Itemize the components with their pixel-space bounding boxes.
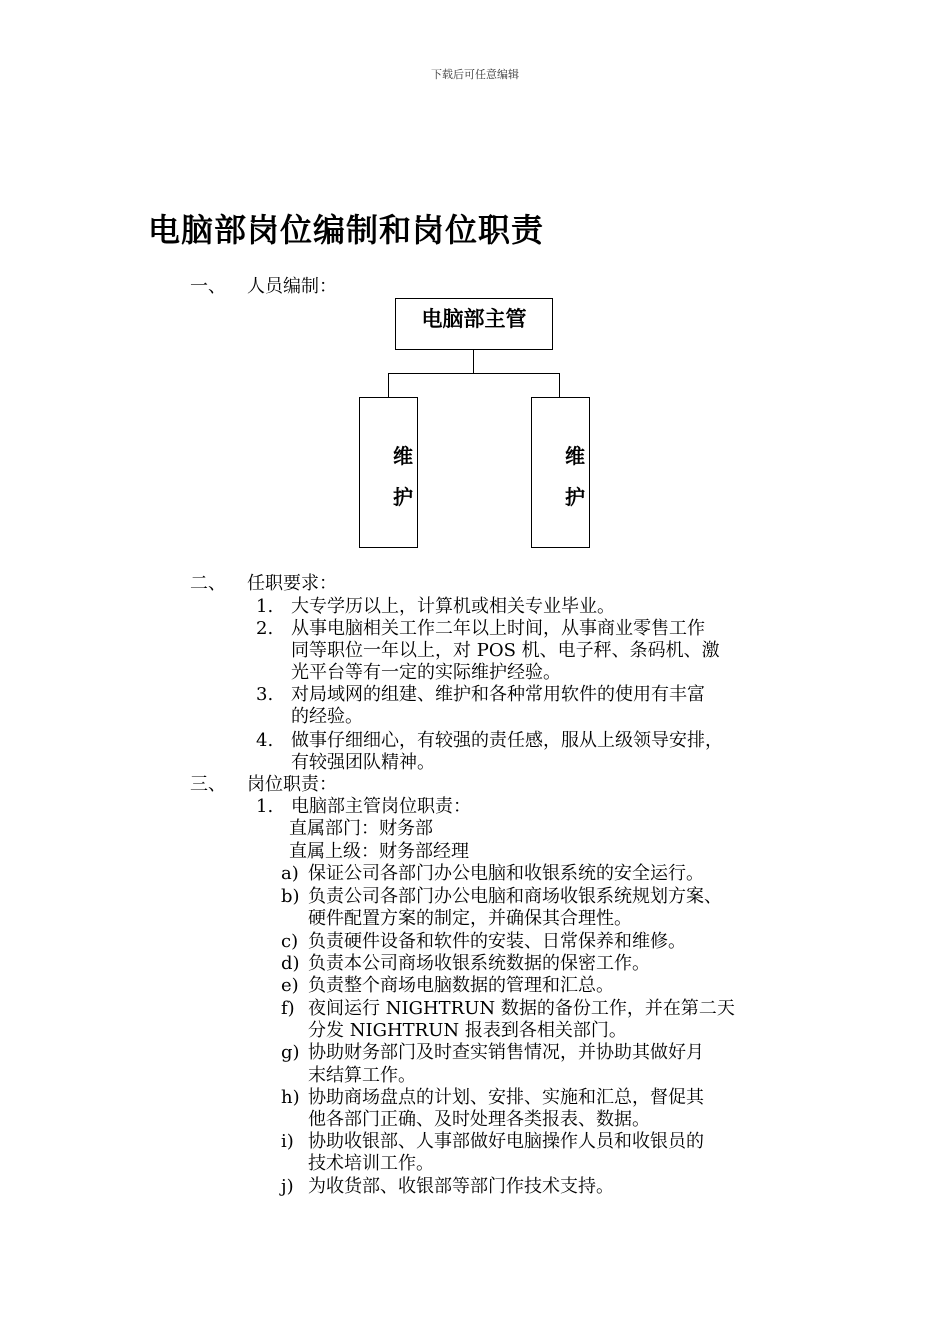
- org-supervisor-label: 电脑部主管: [421, 307, 527, 331]
- duty-c-letter: c): [281, 931, 299, 952]
- section-3-heading: 岗位职责：: [247, 774, 337, 795]
- duty-h-line-2: 他各部门正确、及时处理各类报表、数据。: [308, 1109, 650, 1130]
- org-right-char-1: 维: [565, 444, 585, 468]
- duty-h-line-1: 协助商场盘点的计划、安排、实施和汇总，督促其: [308, 1087, 704, 1108]
- duty-f-letter: f): [281, 998, 295, 1019]
- section-2-number: 二、: [190, 573, 226, 594]
- duty-e-line-1: 负责整个商场电脑数据的管理和汇总。: [308, 975, 614, 996]
- section-2-heading: 任职要求：: [247, 573, 337, 594]
- duty-j-letter: j): [281, 1176, 294, 1197]
- req-1-line-1: 大专学历以上，计算机或相关专业毕业。: [291, 596, 615, 617]
- req-3-line-1: 对局域网的组建、维护和各种常用软件的使用有丰富: [291, 684, 705, 705]
- section-1-number: 一、: [190, 276, 226, 297]
- section-1-heading: 人员编制：: [247, 276, 337, 297]
- req-3-number: 3.: [256, 684, 274, 705]
- duty-j-line-1: 为收货部、收银部等部门作技术支持。: [308, 1176, 614, 1197]
- req-2-line-1: 从事电脑相关工作二年以上时间，从事商业零售工作: [291, 618, 705, 639]
- req-2-line-3: 光平台等有一定的实际维护经验。: [291, 662, 561, 683]
- duty-group-number: 1.: [256, 796, 274, 817]
- duty-g-line-2: 末结算工作。: [308, 1065, 416, 1086]
- duty-b-line-2: 硬件配置方案的制定，并确保其合理性。: [308, 908, 632, 929]
- org-box-maintenance-left: [359, 397, 418, 548]
- duty-d-line-1: 负责本公司商场收银系统数据的保密工作。: [308, 953, 650, 974]
- duty-f-line-2: 分发 NIGHTRUN 报表到各相关部门。: [308, 1020, 627, 1041]
- org-box-supervisor: [395, 298, 553, 350]
- duty-b-line-1: 负责公司各部门办公电脑和商场收银系统规划方案、: [308, 886, 722, 907]
- org-left-char-2: 护: [393, 485, 413, 509]
- duty-f-line-1: 夜间运行 NIGHTRUN 数据的备份工作，并在第二天: [308, 998, 735, 1019]
- org-connector-left: [388, 373, 389, 398]
- req-1-number: 1.: [256, 596, 274, 617]
- duty-a-letter: a): [281, 863, 299, 884]
- duty-e-letter: e): [281, 975, 299, 996]
- duty-i-letter: i): [281, 1131, 294, 1152]
- duty-group-heading: 电脑部主管岗位职责：: [291, 796, 471, 817]
- duty-d-letter: d): [281, 953, 300, 974]
- duty-b-letter: b): [281, 886, 300, 907]
- direct-department: 直属部门：财务部: [289, 818, 433, 839]
- duty-c-line-1: 负责硬件设备和软件的安装、日常保养和维修。: [308, 931, 686, 952]
- org-connector-vertical: [473, 350, 474, 373]
- page-header: 下载后可任意编辑: [431, 68, 519, 81]
- req-4-number: 4.: [256, 730, 274, 751]
- document-title: 电脑部岗位编制和岗位职责: [148, 211, 545, 249]
- org-connector-horizontal: [388, 373, 560, 374]
- req-4-line-1: 做事仔细细心，有较强的责任感，服从上级领导安排，: [291, 730, 723, 751]
- duty-i-line-2: 技术培训工作。: [308, 1153, 434, 1174]
- duty-a-line-1: 保证公司各部门办公电脑和收银系统的安全运行。: [308, 863, 704, 884]
- section-3-number: 三、: [190, 774, 226, 795]
- duty-g-line-1: 协助财务部门及时查实销售情况，并协助其做好月: [308, 1042, 704, 1063]
- org-left-char-1: 维: [393, 444, 413, 468]
- org-connector-right: [559, 373, 560, 398]
- req-2-line-2: 同等职位一年以上，对 POS 机、电子秤、条码机、激: [291, 640, 720, 661]
- duty-i-line-1: 协助收银部、人事部做好电脑操作人员和收银员的: [308, 1131, 704, 1152]
- req-2-number: 2.: [256, 618, 274, 639]
- req-3-line-2: 的经验。: [291, 706, 363, 727]
- direct-superior: 直属上级：财务部经理: [289, 841, 469, 862]
- org-right-char-2: 护: [565, 485, 585, 509]
- org-box-maintenance-right: [531, 397, 590, 548]
- duty-g-letter: g): [281, 1042, 300, 1063]
- duty-h-letter: h): [281, 1087, 300, 1108]
- req-4-line-2: 有较强团队精神。: [291, 752, 435, 773]
